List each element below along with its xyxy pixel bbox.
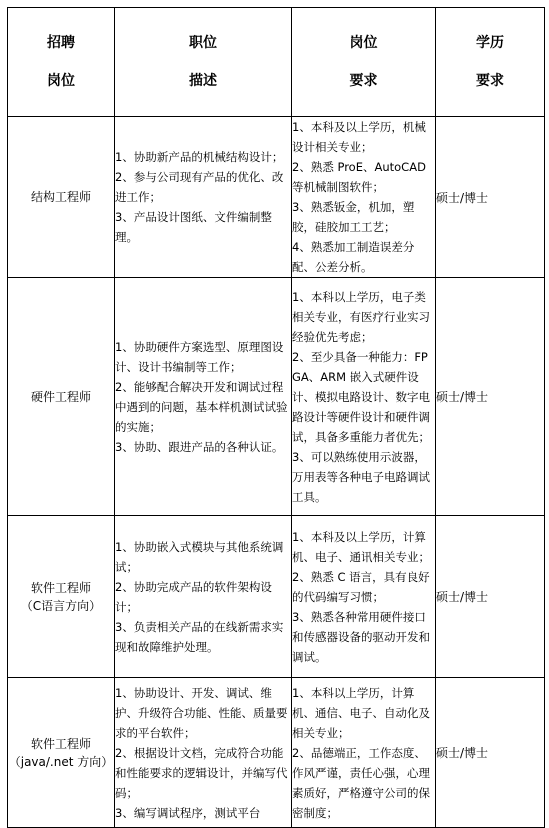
header-text: 学历: [476, 35, 504, 51]
job-description-cell: [115, 278, 292, 516]
header-position: [8, 8, 115, 117]
job-description-cell: [115, 678, 292, 828]
header-text: 要求: [349, 73, 378, 89]
recruitment-table: [7, 7, 545, 828]
job-requirements-cell: [292, 516, 436, 678]
job-requirements-cell: [292, 678, 436, 828]
requirement-item: 4、熟悉加工制造误差分配、公差分析。: [292, 240, 415, 274]
description-item: 3、编写调试程序，测试平台: [115, 805, 261, 820]
table-row: [8, 678, 545, 828]
description-item: 2、根据设计文档，完成符合功能和性能要求的逻辑设计，并编写代码；: [115, 745, 288, 800]
job-title: 软件工程师: [30, 736, 91, 751]
job-title-cell: [8, 117, 115, 278]
job-title-direction: （java/.net 方向）: [8, 754, 114, 769]
requirement-item: 1、本科以上学历，计算机、通信、电子、自动化及相关专业；: [292, 685, 430, 740]
requirement-item: 1、本科以上学历，电子类相关专业，有医疗行业实习经验优先考虑；: [292, 289, 430, 344]
degree-value: 硕士/博士: [436, 190, 489, 205]
description-item: 1、协助设计、开发、调试、维护、升级符合功能、性能、质量要求的平台软件；: [115, 685, 288, 740]
requirement-item: 2、至少具备一种能力：FPGA、ARM 嵌入式硬件设计、模拟电路设计、数字电路设计等硬件设计和硬件调试，具备多重能力者优先；: [292, 349, 430, 444]
header-text: 岗位: [47, 73, 75, 89]
requirement-item: 2、品德端正，工作态度、作风严谨，责任心强，心理素质好，严格遵守公司的保密制度；: [292, 745, 430, 820]
header-text: 招聘: [47, 35, 75, 51]
description-item: 2、参与公司现有产品的优化、改进工作；: [115, 170, 284, 204]
job-title: 硬件工程师: [30, 389, 91, 404]
degree-value: 硕士/博士: [436, 390, 489, 404]
description-item: 2、协助完成产品的软件架构设计；: [115, 579, 272, 614]
description-item: 1、协助嵌入式模块与其他系统调试；: [115, 539, 284, 574]
job-description-cell: [115, 516, 292, 678]
table-row: [8, 516, 545, 678]
requirement-item: 2、熟悉 ProE、AutoCAD 等机械制图软件；: [292, 160, 426, 194]
requirement-item: 1、本科及以上学历，机械设计相关专业；: [292, 120, 426, 154]
header-requirements: [292, 8, 436, 117]
header-text: 职位: [189, 35, 217, 51]
requirement-item: 3、熟悉各种常用硬件接口和传感器设备的驱动开发和调试。: [292, 609, 430, 664]
table-row: [8, 117, 545, 278]
job-title: 结构工程师: [30, 190, 91, 204]
job-title: 软件工程师: [30, 580, 91, 595]
requirement-item: 1、本科及以上学历，计算机、电子、通讯相关专业；: [292, 529, 430, 564]
job-requirements-cell: [292, 117, 436, 278]
header-text: 要求: [476, 73, 504, 89]
description-item: 3、负责相关产品的在线新需求实现和故障维护处理。: [115, 619, 284, 654]
requirement-item: 3、熟悉钣金，机加，塑胶，硅胶加工工艺；: [292, 200, 415, 234]
description-item: 3、协助、跟进产品的各种认证。: [115, 439, 284, 454]
description-item: 3、产品设计图纸、文件编制整理。: [115, 210, 272, 244]
job-title-cell: [8, 678, 115, 828]
degree-cell: [436, 678, 545, 828]
job-title-cell: [8, 516, 115, 678]
job-title-direction: （C语言方向）: [20, 598, 102, 613]
job-requirements-cell: [292, 278, 436, 516]
description-item: 1、协助新产品的机械结构设计；: [115, 150, 284, 164]
job-title-cell: [8, 278, 115, 516]
description-item: 2、能够配合解决开发和调试过程中遇到的问题，基本样机测试试验的实施；: [115, 379, 288, 434]
job-description-cell: [115, 117, 292, 278]
description-item: 1、协助硬件方案选型、原理图设计、设计书编制等工作；: [115, 339, 284, 374]
requirement-item: 2、熟悉 C 语言，具有良好的代码编写习惯；: [292, 569, 430, 604]
header-description: [115, 8, 292, 117]
header-text: 岗位: [349, 35, 378, 51]
table-row: [8, 278, 545, 516]
requirement-item: 3、可以熟练使用示波器，万用表等各种电子电路调试工具。: [292, 449, 430, 504]
degree-value: 硕士/博士: [436, 746, 489, 760]
degree-cell: [436, 278, 545, 516]
header-degree: [436, 8, 545, 117]
degree-cell: [436, 117, 545, 278]
degree-cell: [436, 516, 545, 678]
degree-value: 硕士/博士: [436, 590, 489, 604]
header-row: [8, 8, 545, 117]
header-text: 描述: [189, 73, 217, 89]
